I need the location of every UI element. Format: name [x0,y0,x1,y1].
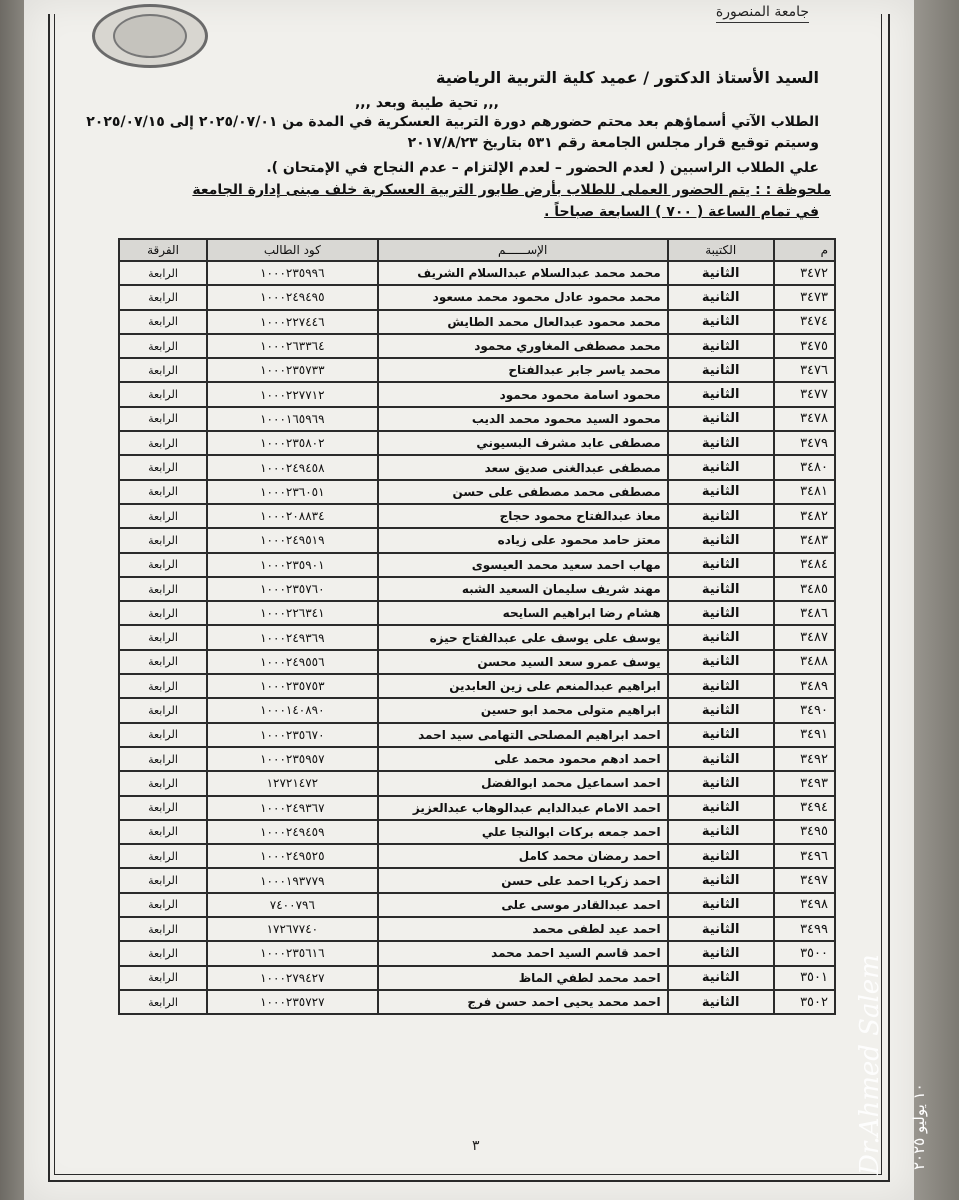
cell-katiba: الثانية [668,310,774,334]
cell-year: الرابعة [119,698,207,722]
cell-year: الرابعة [119,674,207,698]
cell-code: ١٠٠٠٢٤٩٥١٩ [207,528,378,552]
cell-name: ابراهيم متولى محمد ابو حسين [378,698,668,722]
cell-num: ٣٤٧٢ [774,261,835,285]
cell-name: احمد محمد يحيى احمد حسن فرج [378,990,668,1014]
table-row [119,966,835,990]
cell-name: محمد محمد عبدالسلام عبدالسلام الشريف [378,261,668,285]
table-row [119,334,835,358]
cell-katiba: الثانية [668,480,774,504]
header-katiba: الكتيبة [668,239,774,261]
cell-name: مصطفى عبدالغنى صديق سعد [378,455,668,479]
cell-name: ابراهيم عبدالمنعم على زين العابدين [378,674,668,698]
cell-num: ٣٤٨٣ [774,528,835,552]
cell-name: محمود السيد محمود محمد الديب [378,407,668,431]
cell-year: الرابعة [119,990,207,1014]
cell-year: الرابعة [119,941,207,965]
table-row [119,528,835,552]
cell-katiba: الثانية [668,358,774,382]
cell-num: ٣٤٧٦ [774,358,835,382]
cell-name: مصطفى محمد مصطفى على حسن [378,480,668,504]
cell-code: ١٠٠٠١٤٠٨٩٠ [207,698,378,722]
cell-name: احمد عبدالقادر موسى على [378,893,668,917]
cell-name: احمد عيد لطفى محمد [378,917,668,941]
cell-num: ٣٤٨٠ [774,455,835,479]
cell-num: ٣٥٠٢ [774,990,835,1014]
cell-name: محمود اسامة محمود محمود [378,382,668,406]
cell-year: الرابعة [119,480,207,504]
addressee-line: السيد الأستاذ الدكتور / عميد كلية التربية الرياضية [436,68,819,87]
table-row [119,407,835,431]
table-row [119,285,835,309]
cell-num: ٣٤٨٧ [774,625,835,649]
cell-name: احمد اسماعيل محمد ابوالفضل [378,771,668,795]
cell-year: الرابعة [119,504,207,528]
cell-year: الرابعة [119,455,207,479]
cell-name: احمد زكريا احمد على حسن [378,868,668,892]
header-code: كود الطالب [207,239,378,261]
page-number: ٣ [472,1138,480,1154]
cell-code: ١٠٠٠٢٤٩٤٩٥ [207,285,378,309]
cell-code: ١٠٠٠٢٤٩٥٢٥ [207,844,378,868]
cell-year: الرابعة [119,358,207,382]
cell-num: ٣٤٧٣ [774,285,835,309]
table-row [119,868,835,892]
table-row [119,577,835,601]
cell-code: ١٠٠٠٢٤٩٣٦٧ [207,796,378,820]
cell-name: يوسف عمرو سعد السيد محسن [378,650,668,674]
table-row [119,601,835,625]
cell-num: ٣٤٩٦ [774,844,835,868]
cell-katiba: الثانية [668,698,774,722]
cell-name: يوسف على يوسف على عبدالفتاح حيزه [378,625,668,649]
cell-year: الرابعة [119,771,207,795]
cell-katiba: الثانية [668,261,774,285]
cell-code: ١٢٧٢١٤٧٢ [207,771,378,795]
cell-code: ١٠٠٠٢٤٩٣٦٩ [207,625,378,649]
cell-katiba: الثانية [668,893,774,917]
cell-num: ٣٤٩٤ [774,796,835,820]
table-row [119,844,835,868]
table-row [119,431,835,455]
cell-katiba: الثانية [668,528,774,552]
cell-year: الرابعة [119,528,207,552]
cell-year: الرابعة [119,723,207,747]
cell-year: الرابعة [119,966,207,990]
cell-katiba: الثانية [668,455,774,479]
cell-num: ٣٤٨٤ [774,553,835,577]
cell-year: الرابعة [119,285,207,309]
header-num: م [774,239,835,261]
cell-year: الرابعة [119,844,207,868]
cell-code: ١٠٠٠٢٣٥٧٢٧ [207,990,378,1014]
header-name: الإســــــم [378,239,668,261]
cell-katiba: الثانية [668,407,774,431]
cell-year: الرابعة [119,625,207,649]
cell-code: ١٠٠٠٢٢٧٧١٢ [207,382,378,406]
table-row [119,358,835,382]
university-logo [92,4,208,68]
table-row [119,625,835,649]
cell-name: احمد الامام عبدالدايم عبدالوهاب عبدالعزيز [378,796,668,820]
cell-code: ١٠٠٠٢٤٩٤٥٩ [207,820,378,844]
cell-year: الرابعة [119,650,207,674]
table-row [119,455,835,479]
cell-num: ٣٤٩٠ [774,698,835,722]
cell-name: محمد محمود عبدالعال محمد الطايش [378,310,668,334]
cell-katiba: الثانية [668,990,774,1014]
cell-year: الرابعة [119,431,207,455]
cell-num: ٣٤٨٨ [774,650,835,674]
cell-name: احمد ادهم محمود محمد على [378,747,668,771]
cell-num: ٣٤٧٤ [774,310,835,334]
table-row [119,674,835,698]
cell-num: ٣٤٧٨ [774,407,835,431]
cell-code: ١٠٠٠٢٣٥٩٩٦ [207,261,378,285]
cell-name: مهاب احمد سعيد محمد العيسوى [378,553,668,577]
cell-year: الرابعة [119,261,207,285]
cell-year: الرابعة [119,407,207,431]
cell-year: الرابعة [119,820,207,844]
cell-year: الرابعة [119,868,207,892]
body-line-3: علي الطلاب الراسبين ( لعدم الحضور – لعدم الإلتزام – عدم النجاح في الإمتحان ). [266,160,819,176]
cell-katiba: الثانية [668,820,774,844]
cell-year: الرابعة [119,310,207,334]
cell-name: محمد ياسر جابر عبدالفتاح [378,358,668,382]
cell-katiba: الثانية [668,625,774,649]
cell-num: ٣٤٨١ [774,480,835,504]
cell-katiba: الثانية [668,334,774,358]
cell-num: ٣٤٩٩ [774,917,835,941]
table-row [119,723,835,747]
cell-code: ١٠٠٠٢٦٣٣٦٤ [207,334,378,358]
cell-code: ١٠٠٠٢٣٦٠٥١ [207,480,378,504]
table-header-row [119,239,835,261]
cell-code: ١٠٠٠١٩٣٧٧٩ [207,868,378,892]
cell-name: مهند شريف سليمان السعيد الشبه [378,577,668,601]
university-name: جامعة المنصورة [716,4,809,23]
cell-year: الرابعة [119,577,207,601]
cell-num: ٣٤٨٦ [774,601,835,625]
table-row [119,382,835,406]
cell-name: احمد جمعه بركات ابوالنجا علي [378,820,668,844]
table-row [119,698,835,722]
cell-year: الرابعة [119,601,207,625]
cell-num: ٣٤٨٢ [774,504,835,528]
cell-katiba: الثانية [668,747,774,771]
cell-katiba: الثانية [668,650,774,674]
note-line-2: في تمام الساعة ( ٧٠٠ ) السابعة صباحاً . [544,204,819,220]
cell-num: ٣٥٠١ [774,966,835,990]
cell-name: احمد رمضان محمد كامل [378,844,668,868]
cell-code: ١٠٠٠٢٣٥٧٣٣ [207,358,378,382]
table-row [119,747,835,771]
cell-katiba: الثانية [668,844,774,868]
cell-num: ٣٤٧٧ [774,382,835,406]
logo-emblem [113,14,187,58]
cell-name: معاذ عبدالفتاح محمود حجاج [378,504,668,528]
cell-name: معتز حامد محمود على زياده [378,528,668,552]
cell-katiba: الثانية [668,796,774,820]
cell-katiba: الثانية [668,553,774,577]
cell-num: ٣٤٩٢ [774,747,835,771]
cell-num: ٣٤٩٧ [774,868,835,892]
cell-katiba: الثانية [668,868,774,892]
cell-katiba: الثانية [668,674,774,698]
cell-year: الرابعة [119,917,207,941]
cell-katiba: الثانية [668,504,774,528]
cell-year: الرابعة [119,334,207,358]
cell-code: ١٠٠٠٢٣٥٩٠١ [207,553,378,577]
cell-year: الرابعة [119,747,207,771]
cell-katiba: الثانية [668,431,774,455]
student-table [118,238,836,1015]
cell-num: ٣٤٨٩ [774,674,835,698]
table-row [119,941,835,965]
cell-katiba: الثانية [668,601,774,625]
cell-code: ١٠٠٠٢٣٥٨٠٢ [207,431,378,455]
table-row [119,893,835,917]
cell-year: الرابعة [119,553,207,577]
table-row [119,480,835,504]
cell-code: ١٠٠٠٢٣٥٦١٦ [207,941,378,965]
cell-year: الرابعة [119,796,207,820]
cell-code: ١٠٠٠٢٧٩٤٢٧ [207,966,378,990]
cell-katiba: الثانية [668,723,774,747]
cell-year: الرابعة [119,382,207,406]
cell-year: الرابعة [119,893,207,917]
watermark-signature: Dr.Ahmed Salem [855,954,885,1175]
cell-num: ٣٥٠٠ [774,941,835,965]
table-row [119,261,835,285]
cell-code: ١٠٠٠٢٣٥٧٥٣ [207,674,378,698]
table-row [119,820,835,844]
cell-katiba: الثانية [668,577,774,601]
cell-code: ١٠٠٠٢٢٦٣٤١ [207,601,378,625]
cell-katiba: الثانية [668,285,774,309]
note-line-1: ملحوظة : : يتم الحضور العملى للطلاب بأرض طابور التربية العسكرية خلف مبنى إدارة الجامعة [192,182,831,198]
cell-name: احمد ابراهيم المصلحى التهامى سيد احمد [378,723,668,747]
table-row [119,553,835,577]
cell-code: ١٧٢٦٧٧٤٠ [207,917,378,941]
cell-code: ١٠٠٠٢٣٥٧٦٠ [207,577,378,601]
cell-num: ٣٤٩١ [774,723,835,747]
body-line-1: الطلاب الآتي أسماؤهم بعد محتم حضورهم دورة التربية العسكرية في المدة من ٢٠٢٥/٠٧/٠١ إلى ٢٠٢٥/٠٧/١٥ [86,114,819,130]
cell-name: مصطفى عابد مشرف البسيوني [378,431,668,455]
cell-code: ١٠٠٠٢٢٧٤٤٦ [207,310,378,334]
table-row [119,650,835,674]
cell-code: ١٠٠٠٢٣٥٩٥٧ [207,747,378,771]
cell-num: ٣٤٩٥ [774,820,835,844]
cell-katiba: الثانية [668,917,774,941]
cell-katiba: الثانية [668,382,774,406]
cell-code: ١٠٠٠١٦٥٩٦٩ [207,407,378,431]
cell-katiba: الثانية [668,966,774,990]
cell-num: ٣٤٨٥ [774,577,835,601]
table-row [119,771,835,795]
header-year: الفرقة [119,239,207,261]
table-row [119,796,835,820]
cell-code: ١٠٠٠٢٤٩٥٥٦ [207,650,378,674]
body-line-2: وسيتم توقيع قرار مجلس الجامعة رقم ٥٣١ بتاريخ ٢٠١٧/٨/٢٣ [407,135,819,151]
cell-name: احمد محمد لطفي الماظ [378,966,668,990]
cell-name: هشام رضا ابراهيم السايحه [378,601,668,625]
cell-katiba: الثانية [668,941,774,965]
table-row [119,990,835,1014]
greeting-line: ,,, تحية طيبة وبعد ,,, [354,95,499,111]
cell-code: ٧٤٠٠٧٩٦ [207,893,378,917]
date-stamp: ١٠ يوليو ٢٠٢٥ [910,1083,928,1170]
cell-code: ١٠٠٠٢٣٥٦٧٠ [207,723,378,747]
cell-name: محمد محمود عادل محمود محمد مسعود [378,285,668,309]
table-row [119,310,835,334]
table-row [119,504,835,528]
cell-num: ٣٤٧٩ [774,431,835,455]
cell-name: محمد مصطفى المغاوري محمود [378,334,668,358]
table-row [119,917,835,941]
cell-name: احمد قاسم السيد احمد محمد [378,941,668,965]
cell-code: ١٠٠٠٢٤٩٤٥٨ [207,455,378,479]
cell-num: ٣٤٧٥ [774,334,835,358]
cell-num: ٣٤٩٣ [774,771,835,795]
cell-num: ٣٤٩٨ [774,893,835,917]
cell-code: ١٠٠٠٢٠٨٨٣٤ [207,504,378,528]
cell-katiba: الثانية [668,771,774,795]
